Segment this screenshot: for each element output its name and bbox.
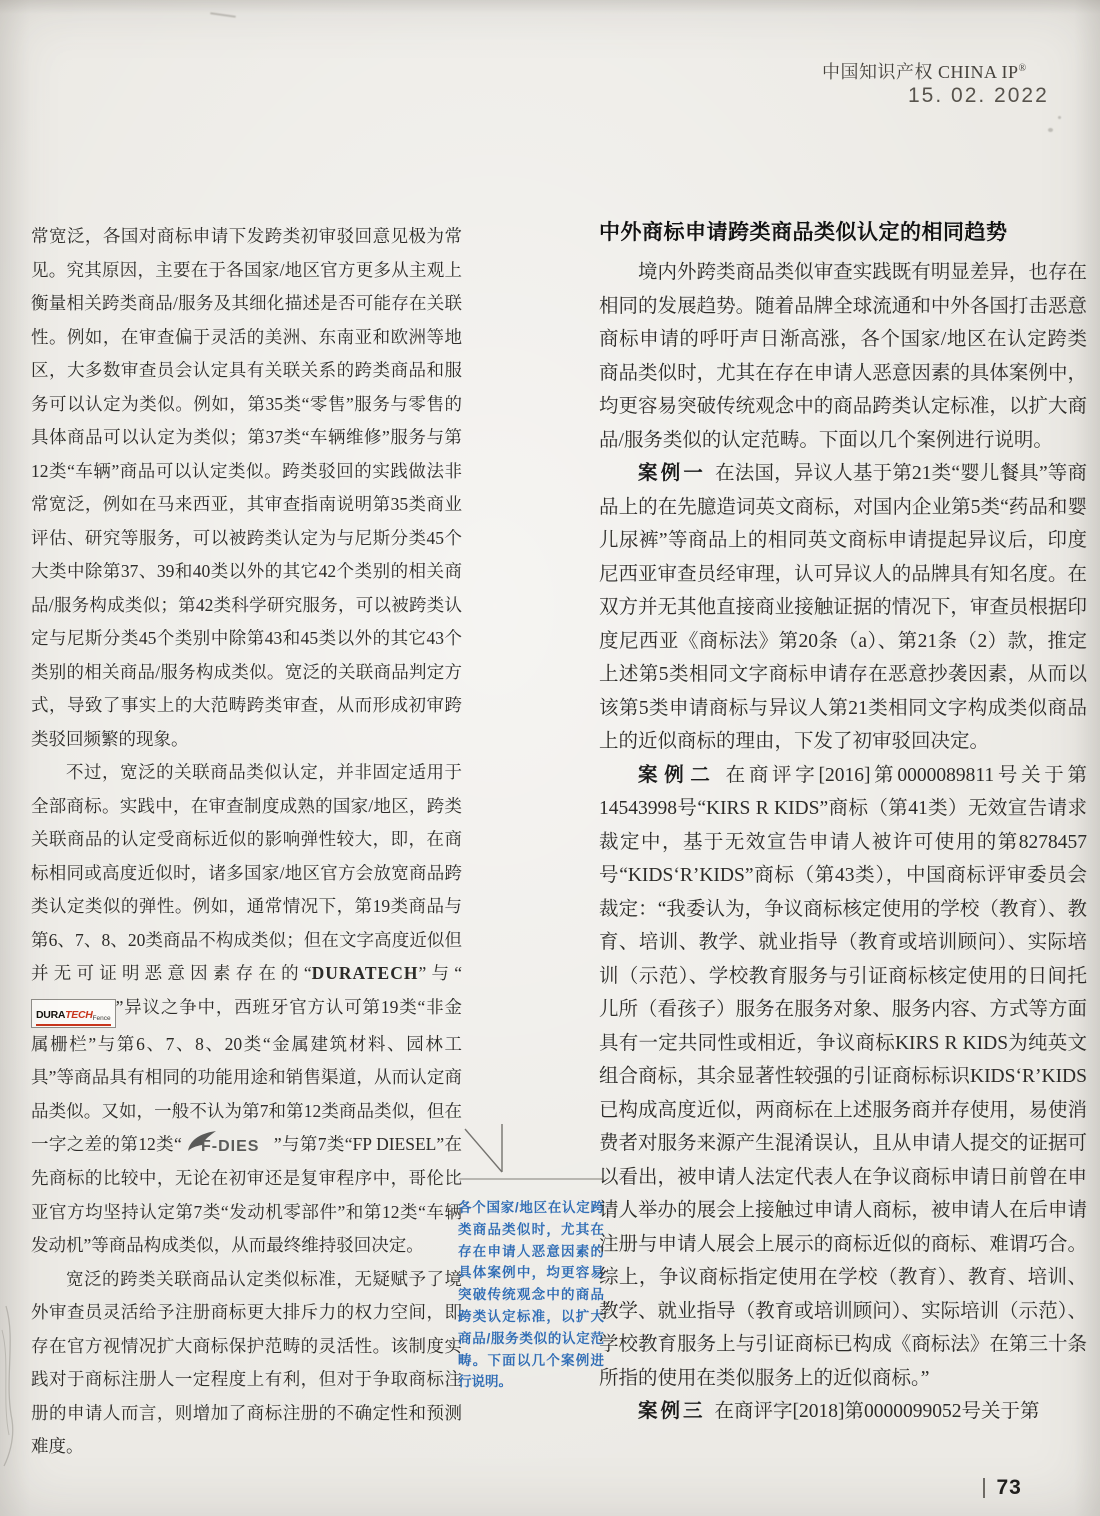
case-2-label: 案例二 — [638, 763, 717, 786]
page-number — [983, 1476, 1022, 1500]
page-number-divider — [983, 1478, 985, 1498]
pull-quote-text: 各个国家/地区在认定跨类商品类似时，尤其在存在申请人恶意因素的具体案例中，均更容易突破传统观念中的商品跨类认定标准，以扩大商品/服务类似的认定范畴。下面以几个案例进行说明。 — [458, 1200, 604, 1390]
left-paragraph-2-text-a: 不过，宽泛的关联商品类似认定，并非固定适用于全部商标。实践中，在审查制度成熟的国家/地区，跨类关联商品的认定受商标近似的影响弹性较大，即，在商标相同或高度近似时，诸多国家/地区官方会放宽商品跨类认定类似的弹性。例如，通常情况下，第19类商品与第6、7、8、20类商品不构成类似；但在文字高度近似但并无可证明恶意因素存在的“ — [31, 762, 462, 983]
journal-title — [822, 58, 1027, 84]
left-column — [31, 220, 462, 1472]
case-3-text: 在商评字[2018]第0000099052号关于第 — [714, 1401, 1040, 1422]
left-paragraph-2 — [31, 756, 462, 1263]
left-paragraph-2-text-b: ”与“ — [418, 963, 462, 983]
duratech-fence-logo-inner — [36, 1002, 111, 1026]
scan-artifact — [210, 12, 236, 18]
journal-title-text: 中国知识产权 CHINA IP — [822, 62, 1019, 82]
issue-date: 15. 02. 2022 — [908, 84, 1049, 107]
duratech-logo-fence: Fence — [92, 1014, 111, 1022]
left-paragraph-2-text-d: ”与第7类“FP DIESEL”在先商标的比较中，无论在初审还是复审程序中，哥伦比亚官方均坚持认定第7类“发动机零部件”和第12类“车辆发动机”等商品构成类似，从而最终维持驳回决定。 — [31, 1134, 462, 1255]
right-column — [599, 218, 1087, 1468]
scan-pencil-mark — [0, 1300, 26, 1470]
left-paragraph-3: 宽泛的跨类关联商品认定类似标准，无疑赋予了境外审查员灵活给予注册商标更大排斥力的权力空间，即存在官方视情况扩大商标保护范畴的灵活性。该制度实践对于商标注册人一定程度上有利，但对于争取商标注册的申请人而言，则增加了商标注册的不确定性和预测难度。 — [31, 1268, 462, 1456]
duratech-logo-dura: DURA — [36, 1008, 66, 1021]
page-number-value: 73 — [996, 1476, 1022, 1499]
registered-mark: ® — [1018, 63, 1027, 74]
pull-quote-callout — [458, 1112, 604, 1393]
left-paragraph-1: 常宽泛，各国对商标申请下发跨类初审驳回意见极为常见。究其原因，主要在于各国家/地区官方更多从主观上衡量相关跨类商品/服务及其细化描述是否可能存在关联性。例如，在审查偏于灵活的美洲、东南亚和欧洲等地区，大多数审查员会认定具有关联关系的跨类商品和服务可以认定为类似。例如，第35类“零售”服务与零售的具体商品可以认定为类似；第37类“车辆维修”服务与第12类“车辆”商品可以认定类似。跨类驳回的实践做法非常宽泛，例如在马来西亚，其审查指南说明第35类商业评估、研究等服务，可以被跨类认定为与尼斯分类45个大类中除第37、39和40类以外的其它42个类别的相关商品/服务构成类似；第42类科学研究服务，可以被跨类认定与尼斯分类45个类别中除第43和45类以外的其它43个类别的相关商品/服务构成类似。宽泛的关联商品判定方式，导致了事实上的大范畴跨类审查，从而形成初审跨类驳回频繁的现象。 — [31, 226, 462, 749]
fdies-logo-text: F-DIES — [200, 1138, 260, 1155]
fdies-logo — [182, 1130, 274, 1162]
case-2-text: 在商评字[2016]第0000089811号关于第14543998号“KIRS R KIDS”商标（第41类）无效宣告请求裁定中，基于无效宣告申请人被许可使用的第8278457号“KIDS‘R’KIDS”商标（第43类），中国商标评审委员会裁定：“我委认为，争议商标核定使用的学校（教育）、教育、培训、教学、就业指导（教育或培训顾问）、实际培训（示范）、学校教育服务与引证商标核定使用的日间托儿所（看孩子）服务在服务对象、服务内容、方式等方面具有一定共同性或相近，争议商标KIRS R KIDS为纯英文组合商标，其余显著性较强的引证商标标识KIDS‘R’KIDS已构成高度近似，两商标在上述服务商并存使用，易使消费者对服务来源产生混淆误认，且从申请人提交的证据可以看出，被申请人法定代表人在争议商标申请日前曾在申请人举办的展会上接触过申请人商标，被申请人在后申请注册与申请人展会上展示的商标近似的商标、难谓巧合。综上，争议商标指定使用在学校（教育）、教育、培训、教学、就业指导（教育或培训顾问）、实际培训（示范）、学校教育服务上与引证商标已构成《商标法》在第三十条所指的使用在类似服务上的近似商标。” — [599, 764, 1087, 1389]
duratech-logo-tech: TECH — [65, 1008, 93, 1021]
scan-artifact — [1048, 128, 1053, 132]
case-2-paragraph — [599, 759, 1087, 1396]
left-paragraph-2-text-c: ”异议之争中，西班牙官方认可第19类“非金属栅栏”与第6、7、8、20类“金属建筑材料、园林工具”等商品具有相同的功能用途和销售渠道，从而认定商品类似。又如，一般不认为第7和第12类商品类似，但在一字之差的第12类“ — [31, 996, 462, 1154]
case-1-label: 案例一 — [638, 462, 707, 484]
arrow-down-right-icon — [458, 1112, 604, 1184]
case-3-label: 案例三 — [638, 1400, 706, 1422]
duratech-fence-logo — [31, 999, 116, 1028]
duratech-wordmark: DURATECH — [311, 963, 419, 983]
right-paragraph-1: 境内外跨类商品类似审查实践既有明显差异，也存在相同的发展趋势。随着品牌全球流通和中外各国打击恶意商标申请的呼吁声日渐高涨，各个国家/地区在认定跨类商品类似时，尤其在存在申请人恶意因素的具体案例中，均更容易突破传统观念中的商品跨类认定标准，以扩大商品/服务类似的认定范畴。下面以几个案例进行说明。 — [599, 262, 1087, 451]
case-3-paragraph — [599, 1395, 1087, 1429]
case-1-paragraph — [599, 457, 1087, 759]
scan-artifact — [1058, 116, 1061, 119]
section-heading: 中外商标申请跨类商品类似认定的相同趋势 — [599, 221, 1008, 244]
case-1-text: 在法国，异议人基于第21类“婴儿餐具”等商品上的在先臆造词英文商标，对国内企业第5类“药品和婴儿尿裤”等商品上的相同英文商标申请提起异议后，印度尼西亚审查员经审理，认可异议人的品牌具有知名度。在双方并无其他直接商业接触证据的情况下，审查员根据印度尼西亚《商标法》第20条（a）、第21条（2）款，推定上述第5类相同文字商标申请存在恶意抄袭因素，从而以该第5类申请商标与异议人第21类相同文字构成类似商品上的近似商标的理由，下发了初审驳回决定。 — [599, 463, 1087, 752]
fdies-logo-swoosh-icon — [182, 1130, 274, 1157]
